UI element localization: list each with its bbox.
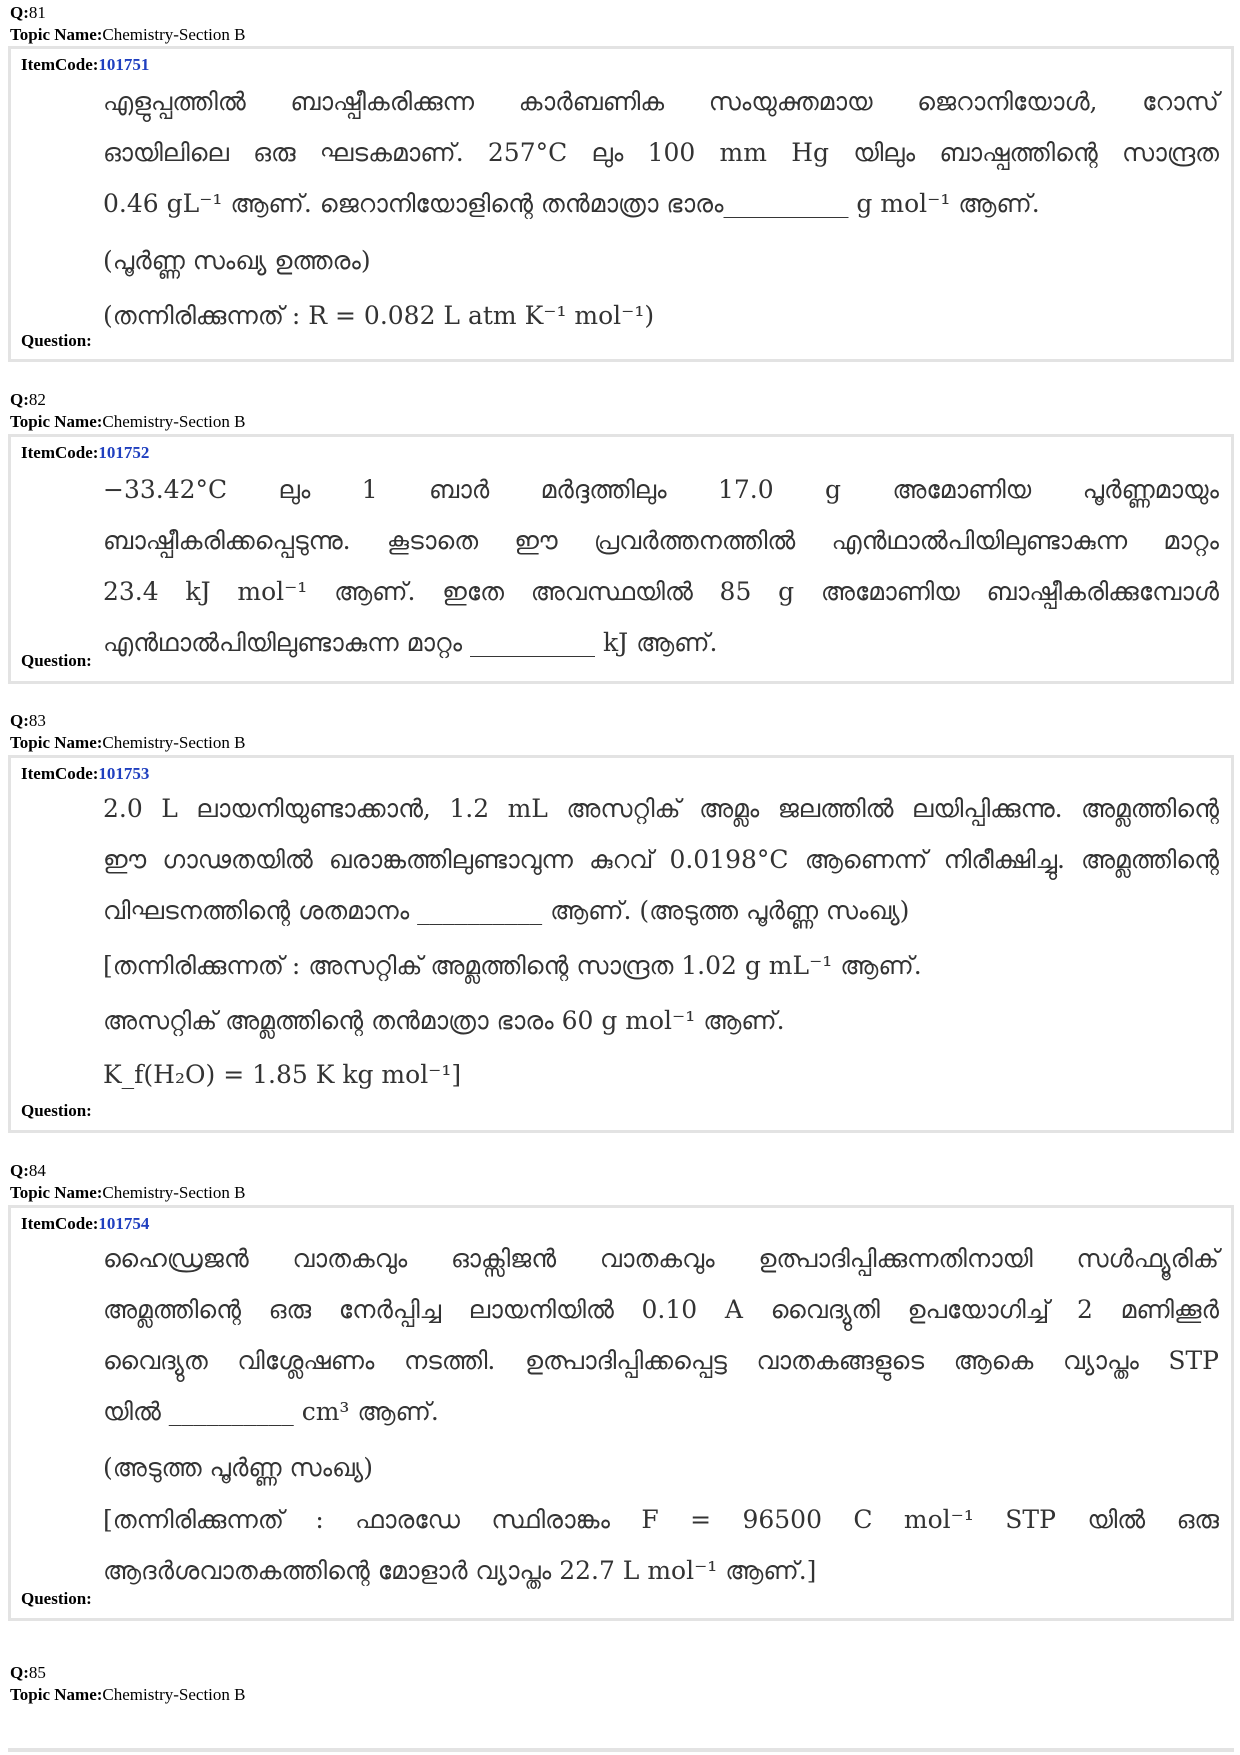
question-text-line: (പൂർണ്ണ സംഖ്യ ഉത്തരം) bbox=[103, 246, 371, 275]
topic-label: Topic Name: bbox=[10, 733, 103, 752]
question-number: 85 bbox=[28, 1663, 46, 1682]
q-label: Q: bbox=[10, 1161, 29, 1180]
itemcode: ItemCode:101752 bbox=[21, 443, 150, 462]
question-header-82 bbox=[10, 389, 245, 433]
question-text-line: യിൽ __________ cm³ ആണ്. bbox=[103, 1397, 439, 1426]
itemcode-value: 101751 bbox=[98, 55, 150, 74]
itemcode-value: 101752 bbox=[98, 443, 150, 462]
question-text-line: [തന്നിരിക്കുന്നത് : ഫാരഡേ സ്ഥിരാങ്കം F = 96500 C mol⁻¹ STP യിൽ ഒരു bbox=[103, 1505, 1219, 1534]
question-number: 82 bbox=[28, 390, 46, 409]
question-text-line: K_f(H₂O) = 1.85 K kg mol⁻¹] bbox=[103, 1060, 462, 1089]
itemcode-value: 101753 bbox=[98, 764, 150, 783]
itemcode: ItemCode:101754 bbox=[21, 1214, 150, 1233]
question-text-line: ഈ ഗാഢതയിൽ ഖരാങ്കത്തിലുണ്ടാവുന്ന കുറവ് 0.0198°C ആണെന്ന് നിരീക്ഷിച്ചു. അമ്ലത്തിന്റെ bbox=[103, 845, 1219, 874]
question-text-line: വിഘടനത്തിന്റെ ശതമാനം __________ ആണ്. (അടുത്ത പൂർണ്ണ സംഖ്യ) bbox=[103, 896, 910, 925]
question-box-83 bbox=[8, 755, 1234, 1133]
topic-name: Chemistry-Section B bbox=[102, 1183, 246, 1202]
topic-name: Chemistry-Section B bbox=[102, 733, 246, 752]
question-text-line: (അടുത്ത പൂർണ്ണ സംഖ്യ) bbox=[103, 1453, 373, 1482]
question-number: 81 bbox=[28, 3, 46, 22]
question-label: Question: bbox=[21, 331, 92, 350]
q-label: Q: bbox=[10, 711, 29, 730]
question-text-line: [തന്നിരിക്കുന്നത് : അസറ്റിക് അമ്ലത്തിന്റെ സാന്ദ്രത 1.02 g mL⁻¹ ആണ്. bbox=[103, 951, 922, 980]
question-text-line: അസറ്റിക് അമ്ലത്തിന്റെ തൻമാത്രാ ഭാരം 60 g mol⁻¹ ആണ്. bbox=[103, 1006, 785, 1035]
topic-name: Chemistry-Section B bbox=[102, 25, 246, 44]
question-text-line: 23.4 kJ mol⁻¹ ആണ്. ഇതേ അവസ്ഥയിൽ 85 g അമോണിയ ബാഷ്പീകരിക്കുമ്പോൾ bbox=[103, 577, 1219, 606]
topic-label: Topic Name: bbox=[10, 1183, 103, 1202]
q-label: Q: bbox=[10, 390, 29, 409]
question-text-line: എൻഥാൽപിയിലുണ്ടാകുന്ന മാറ്റം __________ kJ ആണ്. bbox=[103, 628, 718, 657]
question-number: 83 bbox=[28, 711, 46, 730]
question-text-line: 0.46 gL⁻¹ ആണ്. ജെറാനിയോളിന്റെ തൻമാത്രാ ഭാരം__________ g mol⁻¹ ആണ്. bbox=[103, 189, 1040, 218]
itemcode: ItemCode:101753 bbox=[21, 764, 150, 783]
q-label: Q: bbox=[10, 1663, 29, 1682]
question-text-line: ബാഷ്പീകരിക്കപ്പെടുന്നു. കൂടാതെ ഈ പ്രവർത്തനത്തിൽ എൻഥാൽപിയിലുണ്ടാകുന്ന മാറ്റം bbox=[103, 526, 1219, 555]
question-box-84 bbox=[8, 1205, 1234, 1621]
question-box-81 bbox=[8, 46, 1234, 362]
question-text-line: അമ്ലത്തിന്റെ ഒരു നേർപ്പിച്ച ലായനിയിൽ 0.10 A വൈദ്യുതി ഉപയോഗിച്ച് 2 മണിക്കൂർ bbox=[103, 1295, 1219, 1324]
question-label: Question: bbox=[21, 1101, 92, 1120]
topic-name: Chemistry-Section B bbox=[102, 1685, 246, 1704]
question-text-line: ഹൈഡ്രജൻ വാതകവും ഓക്സിജൻ വാതകവും ഉത്പാദിപ്പിക്കുന്നതിനായി സൾഫ്യൂരിക് bbox=[103, 1244, 1219, 1273]
q-label: Q: bbox=[10, 3, 29, 22]
topic-label: Topic Name: bbox=[10, 412, 103, 431]
topic-label: Topic Name: bbox=[10, 25, 103, 44]
question-box-82 bbox=[8, 434, 1234, 684]
question-box-85-top bbox=[8, 1748, 1234, 1752]
question-header-83 bbox=[10, 710, 245, 754]
question-text-line: വൈദ്യുത വിശ്ലേഷണം നടത്തി. ഉത്പാദിപ്പിക്കപ്പെട്ട വാതകങ്ങളുടെ ആകെ വ്യാപ്തം STP bbox=[103, 1346, 1219, 1375]
question-label: Question: bbox=[21, 1589, 92, 1608]
question-label: Question: bbox=[21, 651, 92, 670]
question-text-line: 2.0 L ലായനിയുണ്ടാക്കാൻ, 1.2 mL അസറ്റിക് അമ്ലം ജലത്തിൽ ലയിപ്പിക്കുന്നു. അമ്ലത്തിന്റെ bbox=[103, 794, 1219, 823]
topic-name: Chemistry-Section B bbox=[102, 412, 246, 431]
topic-label: Topic Name: bbox=[10, 1685, 103, 1704]
question-header-84 bbox=[10, 1160, 245, 1204]
question-header-85 bbox=[10, 1662, 245, 1706]
itemcode: ItemCode:101751 bbox=[21, 55, 150, 74]
question-text-line: −33.42°C ലും 1 ബാർ മർദ്ദത്തിലും 17.0 g അമോണിയ പൂർണ്ണമായും bbox=[103, 475, 1219, 504]
question-text-line: എളുപ്പത്തിൽ ബാഷ്പീകരിക്കുന്ന കാർബണിക സംയുക്തമായ ജെറാനിയോൾ, റോസ് bbox=[103, 87, 1219, 116]
question-header-81 bbox=[10, 2, 245, 46]
question-number: 84 bbox=[28, 1161, 46, 1180]
question-text-line: (തന്നിരിക്കുന്നത് : R = 0.082 L atm K⁻¹ mol⁻¹) bbox=[103, 301, 655, 330]
question-text-line: ആദർശവാതകത്തിന്റെ മോളാർ വ്യാപ്തം 22.7 L mol⁻¹ ആണ്.] bbox=[103, 1556, 817, 1585]
question-text-line: ഓയിലിലെ ഒരു ഘടകമാണ്. 257°C ലും 100 mm Hg യിലും ബാഷ്പത്തിന്റെ സാന്ദ്രത bbox=[103, 138, 1219, 167]
itemcode-value: 101754 bbox=[98, 1214, 150, 1233]
